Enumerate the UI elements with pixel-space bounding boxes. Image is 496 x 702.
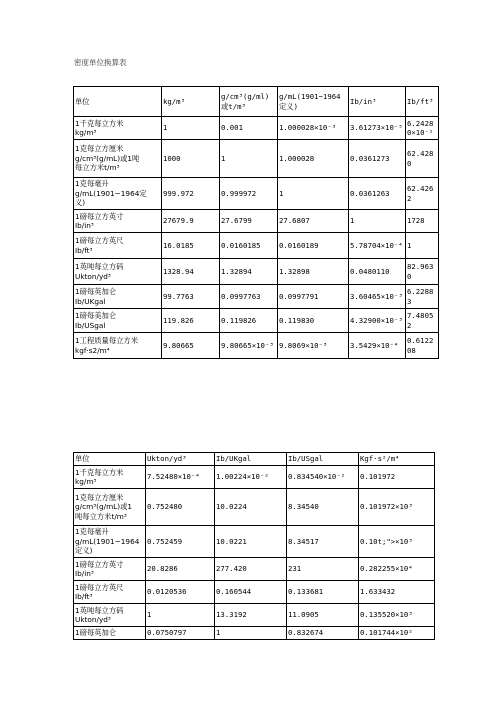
table-cell: 82.9630 (406, 259, 439, 285)
column-header: g/cm³(g/ml) 或t/m³ (220, 87, 278, 117)
unit-name-cell: 1英吨每立方码 Ukton/yd³ (74, 259, 162, 285)
table-cell: 1.32898 (278, 259, 349, 285)
column-header: kg/m³ (162, 87, 220, 117)
table-cell: 11.0905 (287, 604, 359, 627)
table-cell: 9.80665 (162, 333, 220, 359)
table-cell: 0.752480 (146, 489, 215, 526)
table-row (74, 333, 439, 359)
unit-name-cell: 1磅每立方英尺 Ib/ft³ (74, 581, 146, 604)
table-cell: 3.60465×10⁻³ (349, 285, 406, 309)
table-cell: 27.6799 (220, 210, 278, 233)
table-cell: 0.133681 (287, 581, 359, 604)
column-header: Ib/UKgal (215, 453, 287, 466)
table-cell: 0.832674 (287, 627, 359, 640)
column-header: Ib/ft³ (406, 87, 439, 117)
table-cell: 7.48052 (406, 309, 439, 333)
table-cell: 62.4262 (406, 178, 439, 210)
table-cell: 277.420 (215, 558, 287, 581)
table-cell: 0.0361273 (349, 140, 406, 178)
table-cell: 4.32900×10⁻³ (349, 309, 406, 333)
table-cell: 0.999972 (220, 178, 278, 210)
table-cell: 16.0185 (162, 233, 220, 259)
unit-name-cell: 1磅每立方英寸 Ib/in³ (74, 210, 162, 233)
table-cell: 1 (215, 627, 287, 640)
table-cell: 3.61273×10⁻⁵ (349, 117, 406, 140)
density-table-1 (73, 86, 439, 359)
table-row (74, 604, 435, 627)
column-header: Kgf·s²/m⁴ (359, 453, 435, 466)
table-row (74, 259, 439, 285)
table-row (74, 233, 439, 259)
table-cell: 999.972 (162, 178, 220, 210)
unit-name-cell: 1克每毫升 g/mL(1901~1964定 义) (74, 178, 162, 210)
table-cell: 5.78704×10⁻⁴ (349, 233, 406, 259)
table-cell: 27.6807 (278, 210, 349, 233)
table-cell: 0.0120536 (146, 581, 215, 604)
unit-name-cell: 1磅每英加仑 (74, 627, 146, 640)
table-cell: 0.0997763 (220, 285, 278, 309)
table-cell: 27679.9 (162, 210, 220, 233)
table-cell: 8.34517 (287, 526, 359, 558)
unit-name-cell: 1克每毫升 g/mL(1901~1964 定义) (74, 526, 146, 558)
unit-name-cell: 1克每立方厘米 g/cm³(g/mL)或1吨 每立方米t/m³ (74, 140, 162, 178)
column-header: 单位 (74, 453, 146, 466)
table-cell: 1 (349, 210, 406, 233)
table-row (74, 210, 439, 233)
table-cell: 62.4280 (406, 140, 439, 178)
table-row (74, 285, 439, 309)
density-table-2 (73, 452, 435, 640)
table-cell: 10.0224 (215, 489, 287, 526)
table-row (74, 558, 435, 581)
table-cell: 0.101744×10² (359, 627, 435, 640)
unit-name-cell: 1磅每英加仑 Ib/UKgal (74, 285, 162, 309)
table-cell: 231 (287, 558, 359, 581)
column-header: Ukton/yd³ (146, 453, 215, 466)
unit-name-cell: 1千克每立方米 kg/m³ (74, 466, 146, 489)
table-cell: 3.5429×10⁻⁴ (349, 333, 406, 359)
table-row (74, 140, 439, 178)
table-cell: 0.612208 (406, 333, 439, 359)
table-row (74, 526, 435, 558)
table-cell: 1.000028 (278, 140, 349, 178)
table-cell: 0.119830 (278, 309, 349, 333)
document-title: 密度单位换算表 (74, 58, 127, 67)
table-row (74, 117, 439, 140)
unit-name-cell: 1克每立方厘米 g/cm³(g/mL)或1 吨每立方米t/m³ (74, 489, 146, 526)
table-cell: 7.52480×10⁻⁴ (146, 466, 215, 489)
table-cell: 119.826 (162, 309, 220, 333)
table-cell: 6.22883 (406, 285, 439, 309)
table-cell: 9.8069×10⁻³ (278, 333, 349, 359)
table-cell: 6.24280×10⁻² (406, 117, 439, 140)
table-cell: 1328.94 (162, 259, 220, 285)
table-cell: 1.32894 (220, 259, 278, 285)
table-cell: 0.160544 (215, 581, 287, 604)
table-cell: 20.8286 (146, 558, 215, 581)
table-cell: 0.282255×10⁴ (359, 558, 435, 581)
table-cell: 99.7763 (162, 285, 220, 309)
table-cell: 1000 (162, 140, 220, 178)
table-cell: 1.00224×10⁻² (215, 466, 287, 489)
table-cell: 1.633432 (359, 581, 435, 604)
table-cell: 0.101972×10³ (359, 489, 435, 526)
table-cell: 1 (406, 233, 439, 259)
unit-name-cell: 1英吨每立方码 Ukton/yd³ (74, 604, 146, 627)
unit-name-cell: 1磅每美加仑 Ib/USgal (74, 309, 162, 333)
table-cell: 1 (220, 140, 278, 178)
table-cell: 0.0750797 (146, 627, 215, 640)
column-header: g/mL(1901~1964 定义) (278, 87, 349, 117)
table-cell: 8.34540 (287, 489, 359, 526)
table-cell: 0.101972 (359, 466, 435, 489)
table-cell: 0.001 (220, 117, 278, 140)
table-cell: 0.0160185 (220, 233, 278, 259)
table-row (74, 627, 435, 640)
table-cell: 13.3192 (215, 604, 287, 627)
table-row (74, 309, 439, 333)
table-row (74, 178, 439, 210)
table-cell: 0.0480110 (349, 259, 406, 285)
table-cell: 0.0160189 (278, 233, 349, 259)
table-header-row (74, 453, 435, 466)
table-row (74, 489, 435, 526)
table-cell: 9.80665×10⁻³ (220, 333, 278, 359)
table-cell: 0.0361263 (349, 178, 406, 210)
column-header: Ib/in³ (349, 87, 406, 117)
unit-name-cell: 1工程质量每立方米 kgf·s2/m⁴ (74, 333, 162, 359)
table-cell: 1728 (406, 210, 439, 233)
table-cell: 0.135520×10³ (359, 604, 435, 627)
table-cell: 10.0221 (215, 526, 287, 558)
table-cell: 0.119826 (220, 309, 278, 333)
table-cell: 1 (162, 117, 220, 140)
table-row (74, 581, 435, 604)
table-cell: 0.10t;">×10³ (359, 526, 435, 558)
table-cell: 0.834540×10⁻² (287, 466, 359, 489)
table-cell: 0.752459 (146, 526, 215, 558)
table-header-row (74, 87, 439, 117)
column-header: 单位 (74, 87, 162, 117)
unit-name-cell: 1千克每立方米 kg/m³ (74, 117, 162, 140)
table-cell: 1 (146, 604, 215, 627)
unit-name-cell: 1磅每立方英寸 Ib/in³ (74, 558, 146, 581)
unit-name-cell: 1磅每立方英尺 Ib/ft³ (74, 233, 162, 259)
table-cell: 1 (278, 178, 349, 210)
table-row (74, 466, 435, 489)
table-cell: 1.000028×10⁻³ (278, 117, 349, 140)
table-cell: 0.0997791 (278, 285, 349, 309)
column-header: Ib/USgal (287, 453, 359, 466)
